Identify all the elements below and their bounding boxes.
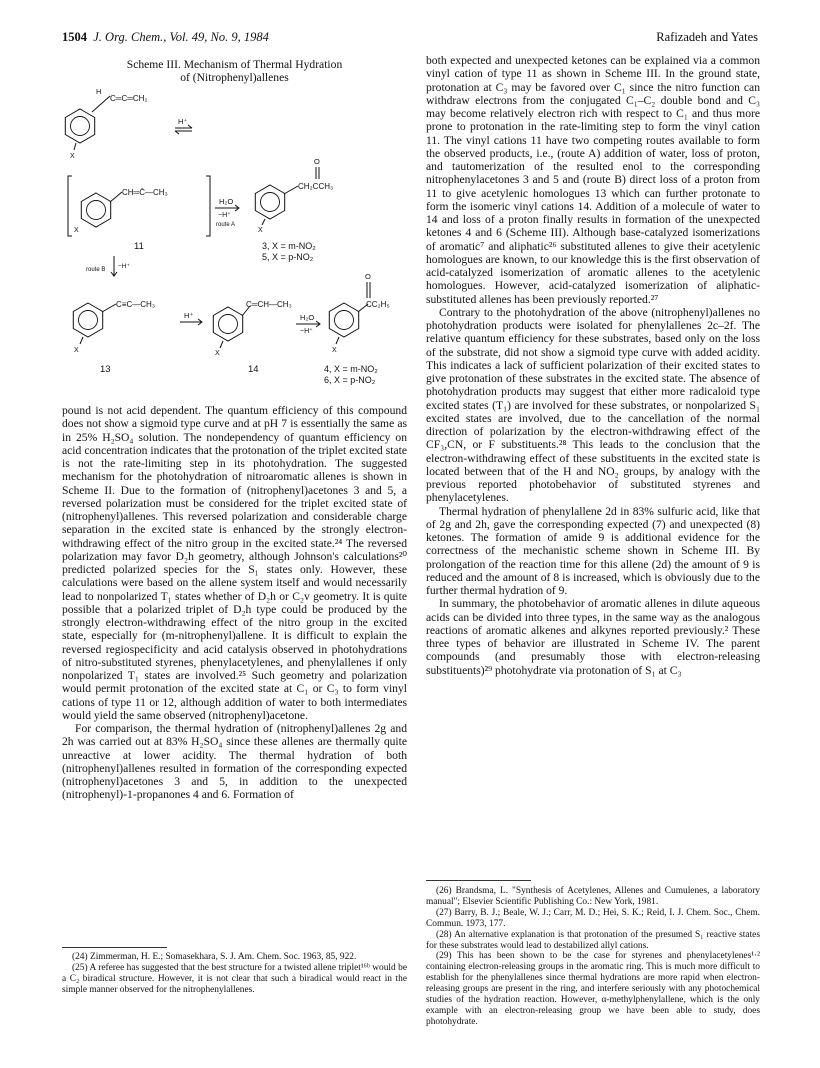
equilibrium-arrow-1 [175, 125, 192, 134]
minus-h-label-b: −H⁺ [300, 328, 313, 335]
compound-13-number: 13 [100, 364, 111, 375]
left-paragraph-1: pound is not acid dependent. The quantum efficiency of this compound does not show a sigmoid type curve and at pH 7 is essentially the same as in 25% H₂SO₄ solution. The nondependency of quantum efficiency on acid concentration indicates that the protonation of the triplet excited state is not the rate-limiting step in its photohydration. The suggested mechanism for the photohydration of nitroaromatic allenes is shown in Scheme II. Due to the formation of (nitrophenyl)acetones 3 and 5, a reversed polarization must be considered for the triplet excited state of (nitrophenyl)allenes. This reversed polarization and considerable charge separation in the excited state is enhanced by the strongly electron-withdrawing effect of the nitro group in the excited state.²⁴ The reversed polarization may favor D₂h geometry, although Johnson's calculations²⁰ predicted polarized species for the S₁ states only. However, these calculations were based on the allene system itself and would necessarily lead to nonpolarized T₁ states whether of D₂h or C₂v geometry. It is quite possible that a polarized triplet of D₂h type could be produced by the strongly electron-withdrawing effect of the nitro group in the excited state, especially for (m-nitrophenyl)allene. It is difficult to explain the reversed regiospecificity and acid catalysis observed in photohydrations of nitro-substituted styrenes, phenylacetylenes, and phenylallenes if only nonpolarized T₁ states are involved.²⁵ Such geometry and polarization would permit protonation of the excited state at C₁ or C₃ to form vinyl cations of type 11 or 12, although addition of water to both intermediates would yield the same observed (nitrophenyl)acetone. [62, 404, 407, 722]
benzene-ring-cation-14 [213, 306, 250, 348]
product-5-label: 5, X = p-NO₂ [262, 252, 314, 262]
x-label-13: X [74, 347, 79, 354]
route-a-label: route A [216, 222, 236, 228]
left-footnote-rule [62, 947, 167, 948]
alkyne-chain-label: C≡C—CH₃ [116, 300, 156, 309]
product-6-label: 6, X = p-NO₂ [324, 375, 376, 385]
h2o-label-a: H₂O [219, 197, 234, 206]
right-paragraph-3: Thermal hydration of phenylallene 2d in 83% sulfuric acid, like that of 2g and 2h, gave the corresponding expected (7) and unexpected (8) ketones. The formation of amide 9 is additional evidence for the correctness of the mechanistic scheme shown in Scheme III. By prolongation of the reaction time for this allene (2d) the amount of 9 is reduced and the amount of 8 is increased, which is obviously due to the further thermal hydration of 9. [426, 504, 760, 597]
x-label-11: X [74, 227, 79, 234]
footnote-28: (28) An alternative explanation is that protonation of the presumed S₁ reactive states for these substrates would lead to destabilized allyl cations. [426, 929, 760, 951]
right-footnote-rule [426, 880, 531, 881]
cation-14-chain: C═CH—CH₃ [246, 300, 292, 309]
benzene-ring-cation-11 [81, 192, 122, 227]
left-footnotes [62, 952, 407, 996]
cation-chain-label: CH═C̄—CH₃ [122, 188, 168, 197]
start-h-label: H [96, 87, 102, 96]
compound-11-number: 11 [134, 241, 144, 252]
left-column-body [62, 404, 407, 802]
product-4-label: 4, X = m-NO₂ [324, 364, 378, 374]
route-b-label: route B [86, 267, 106, 273]
footnote-25: (25) A referee has suggested that the best structure for a twisted allene triplet¹⁶ᵇ would be a C₂ biradical structure. However, it is not clear that such a biradical would react in the simple manner observed for the nitrophenylallenes. [62, 962, 407, 995]
x-label-ketone-1: X [258, 227, 263, 234]
right-paragraph-2: Contrary to the photohydration of the above (nitrophenyl)allenes no photohydration products were isolated for phenylallenes 2c–2f. The relative quantum efficiency for these substrates, based only on the loss of the substrate, did not show a sigmoid type curve with added acidity. This indicates a lack of sufficient polarization of their excited states to give protonation of these substrates in the excited state. The absence of photohydration products may suggest that either more radicaloid type excited states (T₁) are involved for these substrates, or nonpolarized S₁ excited states are involved, due to the cancellation of the normal direction of polarization by the electron-withdrawing effect of the CF₃,CN, or F substituents.²⁸ This leads to the conclusion that the electron-withdrawing effect of these substituents in the excited state is located between that of the H and NO₂ groups, by analogy with the previous reported photobehavior of substituted styrenes and phenylacetylenes. [426, 305, 760, 505]
h-plus-label-1: H⁺ [178, 117, 188, 126]
arrow-route-b [111, 256, 117, 276]
bracket-cation-11 [68, 176, 210, 236]
ketone-1-oxygen: O [314, 157, 320, 166]
reaction-scheme [62, 84, 407, 404]
footnote-26: (26) Brandsma, L. "Synthesis of Acetylenes, Allenes and Cumulenes, a laboratory manual"; Elsevier Scientific Publishing Co.: New York, 1981. [426, 886, 760, 907]
journal-citation: J. Org. Chem., Vol. 49, No. 9, 1984 [93, 30, 269, 44]
x-label-14: X [215, 350, 220, 357]
x-label-ketone-2: X [332, 347, 337, 354]
footnote-24: (24) Zimmerman, H. E.; Somasekhara, S. J. Am. Chem. Soc. 1963, 85, 922. [72, 952, 357, 962]
x-label-start: X [70, 153, 75, 160]
product-3-label: 3, X = m-NO₂ [262, 241, 316, 251]
scheme-title [62, 58, 407, 84]
benzene-ring-ketone-1 [255, 185, 298, 225]
footnote-29: (29) This has been shown to be the case for styrenes and phenylacetylenes¹·² containing electron-releasing groups in the aromatic ring. This is much more difficult to establish for the phenylallenes since thermal hydrations are more rapid when electron-releasing groups are present in the ring, and interfere seriously with any photochemical studies of the hydration reaction. However, α-methylphenylallene, which is the only example with an electron-releasing group we have been able to study, does photohydrate. [426, 951, 760, 1027]
benzene-ring-alkyne-13 [73, 303, 116, 344]
right-footnotes [426, 886, 760, 1028]
h-plus-label-2: H⁺ [184, 311, 194, 320]
right-column-body [426, 54, 760, 677]
running-header-authors: Rafizadeh and Yates [656, 30, 758, 44]
minus-h-label-a: −H⁺ [218, 212, 231, 219]
scheme-title-line2: of (Nitrophenyl)allenes [180, 71, 289, 84]
page-number: 1504 [62, 30, 87, 44]
ketone-2-oxygen: O [365, 272, 371, 281]
compound-14-number: 14 [248, 364, 259, 375]
footnote-27: (27) Barry, B. J.; Beale, W. J.; Carr, M. D.; Hei, S. K.; Reid, I. J. Chem. Soc., Chem. Commun. 1973, 177. [426, 907, 760, 929]
h2o-label-b: H₂O [300, 313, 315, 322]
scheme-title-line1: Scheme III. Mechanism of Thermal Hydration [126, 58, 343, 71]
benzene-ring-ketone-2 [329, 303, 368, 344]
right-paragraph-1: both expected and unexpected ketones can be explained via a common vinyl cation of type 11 as shown in Scheme III. In the ground state, protonation at C₃ may be favored over C₁ since the nitro function can withdraw electrons from the conjugated C₁–C₂ double bond and C₃ may become relatively electron rich with respect to C₁ and thus more prone to protonation in the rate-limiting step to form the vinyl cation 11. The vinyl cations 11 have two competing routes available to form the observed products, i.e., (route A) addition of water, loss of proton, and tautomerization of the resulted enol to the corresponding nitrophenylacetones 3 and 5 and (route B) direct loss of a proton from 11 to give acetylenic homologues 13 which can further protonate to form the isomeric vinyl cations 14. Addition of a molecule of water to 14 and loss of a proton finally results in formation of the unexpected ketones 4 and 6 (Scheme III). Although base-catalyzed isomerizations of aromatic⁷ and aliphatic²⁶ substituted allenes to give their acetylenic homologues are known, to our knowledge this is the first observation of acid-catalyzed isomerization of aromatic allenes to the acetylenic homologues. However, acid-catalyzed isomerization of aliphatic-substituted allenes has been previously reported.²⁷ [426, 54, 760, 306]
ketone-1-chain: CH₂CCH₃ [298, 182, 334, 191]
route-b-minus-h: −H⁺ [118, 263, 130, 270]
right-paragraph-4: In summary, the photobehavior of aromatic allenes in dilute aqueous acids can be divided into three types, in the same way as the analogous reactions of aromatic alkenes and alkynes reported previously.² These three types of behavior are illustrated in Scheme IV. The parent compounds (and presumably those with electron-releasing substituents)²⁹ photohydrate via protonation of S₁ at C₃ [426, 597, 760, 677]
ketone-2-chain: CC₂H₅ [366, 300, 390, 309]
start-chain-label: C═C═CH₂ [110, 94, 148, 103]
left-paragraph-2: For comparison, the thermal hydration of (nitrophenyl)allenes 2g and 2h was carried out at 83% H₂SO₄ since these allenes are thermally quite unreactive at lower acidity. The thermal hydration of both (nitrophenyl)allenes resulted in formation of the corresponding expected (nitrophenyl)acetones 3 and 5, in addition to the unexpected (nitrophenyl)-1-propanones 4 and 6. Formation of [62, 722, 407, 802]
running-header-left [62, 30, 269, 45]
benzene-ring-start [65, 96, 110, 150]
